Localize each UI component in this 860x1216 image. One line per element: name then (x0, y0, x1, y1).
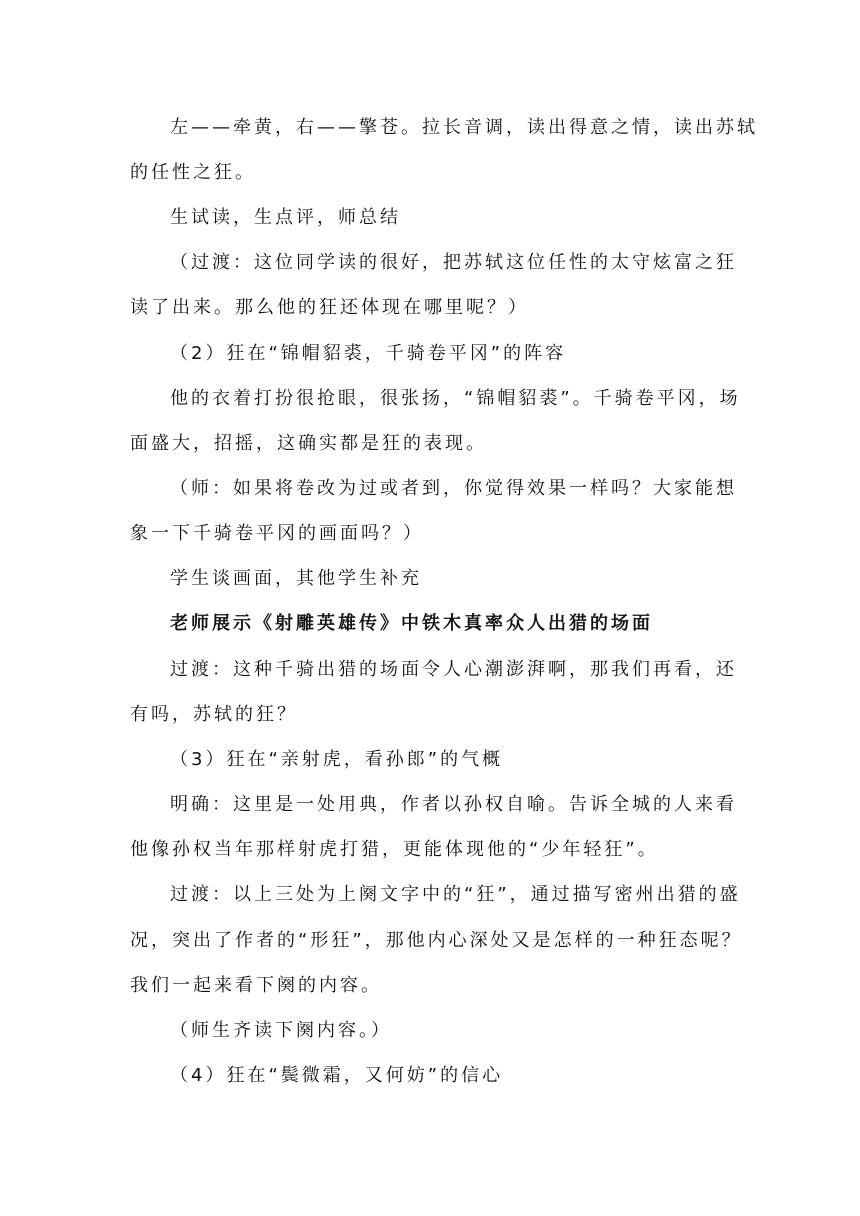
text-line-4: （过渡：这位同学读的很好，把苏轼这位任性的太守炫富之狂 (170, 252, 737, 273)
text-line-8: 面盛大，招摇，这确实都是狂的表现。 (130, 433, 487, 454)
text-line-3: 生试读，生点评，师总结 (170, 207, 401, 228)
text-line-1: 左——牵黄，右——擎苍。拉长音调，读出得意之情，读出苏轼 (170, 117, 758, 138)
text-line-17: 他像孙权当年那样射虎打猎，更能体现他的“少年轻狂”。 (130, 839, 659, 860)
text-line-9: （师：如果将卷改为过或者到，你觉得效果一样吗？大家能想 (170, 478, 737, 499)
text-line-11: 学生谈画面，其他学生补充 (170, 568, 422, 589)
text-line-2: 的任性之狂。 (130, 162, 256, 183)
text-line-21: （师生齐读下阕内容。） (170, 1020, 392, 1041)
text-line-10: 象一下千骑卷平冈的画面吗？） (130, 523, 424, 544)
text-line-16: 明确：这里是一处用典，作者以孙权自喻。告诉全城的人来看 (170, 794, 737, 815)
text-line-15: （3）狂在“亲射虎，看孙郎”的气概 (170, 749, 504, 770)
text-line-18: 过渡：以上三处为上阕文字中的“狂”，通过描写密州出猎的盛 (170, 884, 741, 905)
text-line-13: 过渡：这种千骑出猎的场面令人心潮澎湃啊，那我们再看，还 (170, 659, 737, 680)
text-line-12: 老师展示《射雕英雄传》中铁木真率众人出猎的场面 (170, 613, 653, 634)
text-line-5: 读了出来。那么他的狂还体现在哪里呢？） (130, 297, 529, 318)
text-line-7: 他的衣着打扮很抢眼，很张扬，“锦帽貂裘”。千骑卷平冈，场 (170, 388, 741, 409)
text-line-19: 况，突出了作者的“形狂”，那他内心深处又是怎样的一种狂态呢？ (130, 930, 743, 951)
text-line-6: （2）狂在“锦帽貂裘，千骑卷平冈”的阵容 (170, 343, 567, 364)
text-line-14: 有吗，苏轼的狂？ (130, 704, 298, 725)
text-line-20: 我们一起来看下阕的内容。 (130, 975, 382, 996)
text-line-22: （4）狂在“鬓微霜，又何妨”的信心 (170, 1065, 504, 1086)
